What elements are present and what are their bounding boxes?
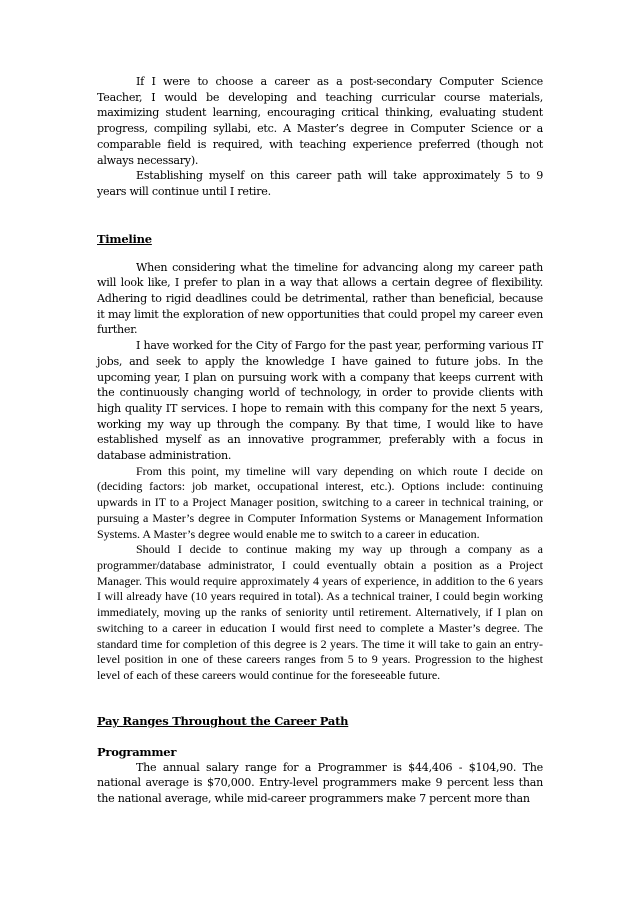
- timeline-paragraph-1: When considering what the timeline for advancing along my career path will look like, I prefer to plan in a way that allows a certain degree of flexibility. Adhering to rigid deadlines could be detrimental, rather than beneficial, because it may limit the exploration of new opportunities that could propel my career even further.: [97, 260, 543, 337]
- timeline-heading: Timeline: [97, 231, 152, 246]
- intro-paragraph-2: Establishing myself on this career path will take approximately 5 to 9 years will continue until I retire.: [97, 169, 543, 198]
- timeline-paragraph-4: Should I decide to continue making my way up through a company as a programmer/database administrator, I could eventually obtain a position as a Project Manager. This would require approximately 4 years of experience, in addition to the 6 years I will already have (10 years required in total). As a technical trainer, I could begin working immediately, moving up the ranks of seniority until retirement. Alternatively, if I plan on switching to a career in education I would first need to complete a Master’s degree. The standard time for completion of this degree is 2 years. The time it will take to gain an entry-level position in one of these careers ranges from 5 to 9 years. Progression to the highest level of each of these careers would continue for the foreseeable future.: [97, 542, 543, 682]
- programmer-subheading: Programmer: [97, 744, 177, 759]
- document-page: [97, 74, 543, 807]
- intro-paragraph-1: If I were to choose a career as a post-secondary Computer Science Teacher, I would be developing and teaching curricular course materials, maximizing student learning, encouraging critical thinking, evaluating student progress, compiling syllabi, etc. A Master’s degree in Computer Science or a comparable field is required, with teaching experience preferred (though not always necessary).: [97, 75, 543, 167]
- timeline-paragraph-2: I have worked for the City of Fargo for the past year, performing various IT jobs, and seek to apply the knowledge I have gained to future jobs. In the upcoming year, I plan on pursuing work with a company that keeps current with the continuously changing world of technology, in order to provide clients with high quality IT services. I hope to remain with this company for the next 5 years, working my way up through the company. By that time, I would like to have established myself as an innovative programmer, preferably with a focus in database administration.: [97, 339, 543, 463]
- programmer-paragraph: The annual salary range for a Programmer is $44,406 - $104,90. The national average is $70,000. Entry-level programmers make 9 percent less than the national average, while mid-career programmers make 7 percent more than: [97, 760, 543, 806]
- pay-ranges-heading: Pay Ranges Throughout the Career Path: [97, 713, 349, 728]
- timeline-paragraph-3: From this point, my timeline will vary depending on which route I decide on (deciding factors: job market, occupational interest, etc.). Options include: continuing upwards in IT to a Project Manager position, switching to a career in technical training, or pursuing a Master’s degree in Computer Information Systems or Management Information Systems. A Master’s degree would enable me to switch to a career in education.: [97, 463, 543, 541]
